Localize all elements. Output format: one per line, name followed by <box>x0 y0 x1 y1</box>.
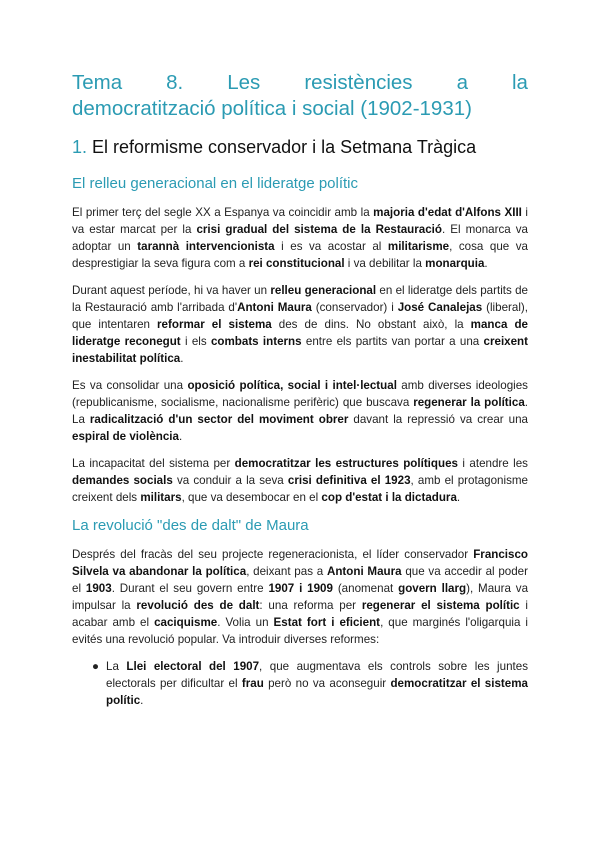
bold-text: manca de lideratge reconegut <box>72 318 528 348</box>
text-run: . <box>456 491 461 504</box>
text-run: , cosa que va desprestigiar la seva figura com a <box>72 240 528 270</box>
bold-text: Francisco Silvela va abandonar la política <box>72 548 528 578</box>
bold-text: regenerar la política <box>413 396 525 409</box>
paragraph <box>72 204 528 272</box>
bold-text: cop d'estat i la dictadura <box>321 491 457 504</box>
text-run: i es va acostar al <box>274 240 388 253</box>
heading-number: 1. <box>72 137 88 157</box>
text-run: amb diverses ideologies (republicanisme, socialisme, nacionalisme perifèric) que buscava <box>72 379 528 409</box>
text-run: . El monarca va adoptar un <box>72 223 529 253</box>
bold-text: crisi definitiva el 1923 <box>287 474 411 487</box>
bold-text: relleu generacional <box>270 284 377 297</box>
text-run: però no va aconseguir <box>263 677 391 690</box>
paragraph <box>72 377 528 445</box>
text-run: . <box>140 694 144 707</box>
subheading-maura: La revolució "des de dalt" de Maura <box>72 517 309 534</box>
text-run: Durant aquest període, hi va haver un <box>72 284 271 297</box>
bold-text: creixent inestabilitat política <box>72 335 528 365</box>
document-page <box>72 70 528 709</box>
text-run: ), Maura va impulsar la <box>72 582 529 612</box>
title-word: resistències <box>304 71 413 94</box>
text-run: entre els partits van portar a una <box>301 335 484 348</box>
bold-text: tarannà intervencionista <box>137 240 275 253</box>
bold-text: militars <box>140 491 182 504</box>
bold-text: Llei electoral del 1907 <box>126 660 260 673</box>
bold-text: majoria d'edat d'Alfons XIII <box>373 206 522 219</box>
text-run: i atendre les <box>457 457 528 470</box>
text-run: , deixant pas a <box>246 565 327 578</box>
text-run: i els <box>180 335 211 348</box>
title-line-2: democratització política i social (1902-1931) <box>72 97 472 120</box>
text-run: El primer terç del segle XX a Espanya va coincidir amb la <box>72 206 374 219</box>
bold-text: Antoni Maura <box>326 565 402 578</box>
bold-text: govern llarg <box>398 582 467 595</box>
text-run: La incapacitat del sistema per <box>72 457 235 470</box>
bold-text: democratitzar el sistema polític <box>106 677 528 707</box>
bold-text: radicalització d'un sector del moviment obrer <box>89 413 349 426</box>
bold-text: reformar el sistema <box>157 318 272 331</box>
bold-text: oposició política, social i intel·lectual <box>187 379 397 392</box>
bold-text: Antoni Maura <box>237 301 312 314</box>
text-run: La <box>106 660 127 673</box>
text-run: Es va consolidar una <box>72 379 188 392</box>
heading-text: El reformisme conservador i la Setmana Tràgica <box>92 137 477 157</box>
subheading-relleu: El relleu generacional en el lideratge polític <box>72 175 359 192</box>
text-run: : una reforma per <box>259 599 362 612</box>
title-word: Tema <box>72 71 123 94</box>
text-run: en el lideratge dels partits de la Restauració amb l'arribada d' <box>72 284 528 314</box>
section-heading-1 <box>72 136 528 158</box>
bold-text: José Canalejas <box>397 301 483 314</box>
paragraph <box>72 455 528 506</box>
bold-text: Estat fort i eficient <box>273 616 381 629</box>
text-run: . La <box>72 396 528 426</box>
bold-text: caciquisme <box>154 616 218 629</box>
text-run: . <box>178 430 183 443</box>
title-word: Les <box>227 71 261 94</box>
text-run: (liberal), que intentaren <box>72 301 528 331</box>
bold-text: 1903 <box>85 582 112 595</box>
title-word: la <box>511 71 528 94</box>
text-run: . <box>180 352 184 365</box>
bold-text: rei constitucional <box>248 257 345 270</box>
text-run: Després del fracàs del seu projecte regeneracionista, el líder conservador <box>72 548 474 561</box>
document-title <box>72 70 528 122</box>
list-item <box>72 658 528 709</box>
bold-text: 1907 i 1909 <box>268 582 333 595</box>
text-run: , amb el protagonisme creixent dels <box>72 474 528 504</box>
title-word: 8. <box>166 71 184 94</box>
bold-text: crisi gradual del sistema de la Restauració <box>196 223 442 236</box>
title-word: a <box>456 71 468 94</box>
paragraph <box>72 546 528 648</box>
bold-text: revolució des de dalt <box>136 599 260 612</box>
bold-text: democratitzar les estructures polítiques <box>234 457 458 470</box>
text-run: . Volia un <box>217 616 274 629</box>
text-run: que va accedir al poder el <box>72 565 528 595</box>
title-line-1 <box>72 70 528 96</box>
bold-text: combats interns <box>210 335 302 348</box>
bold-text: regenerar el sistema polític <box>361 599 520 612</box>
text-run: , que va desembocar en el <box>181 491 322 504</box>
text-run: , que augmentava els controls sobre les juntes electorals per dificultar el <box>106 660 528 690</box>
bold-text: espiral de violència <box>72 430 179 443</box>
text-run: i va estar marcat per la <box>72 206 528 236</box>
paragraph <box>72 282 528 367</box>
text-run: des de dins. No obstant això, la <box>271 318 471 331</box>
bold-text: monarquia <box>425 257 485 270</box>
text-run: , que marginés l'oligarquia i evités una revolució popular. Va introduir diverses reformes: <box>72 616 529 646</box>
text-run: . Durant el seu govern entre <box>111 582 269 595</box>
text-run: davant la repressió va crear una <box>348 413 528 426</box>
bullet-icon: ● <box>92 660 100 673</box>
bold-text: militarisme <box>387 240 450 253</box>
text-run: va conduir a la seva <box>172 474 288 487</box>
text-run: (conservador) i <box>311 301 398 314</box>
text-run: . <box>484 257 488 270</box>
text-run: (anomenat <box>332 582 399 595</box>
bold-text: frau <box>241 677 264 690</box>
reform-list <box>72 658 528 709</box>
text-run: i va debilitar la <box>344 257 426 270</box>
bold-text: demandes socials <box>72 474 173 487</box>
text-run: i acabar amb el <box>72 599 528 629</box>
list-item-text <box>106 660 528 707</box>
